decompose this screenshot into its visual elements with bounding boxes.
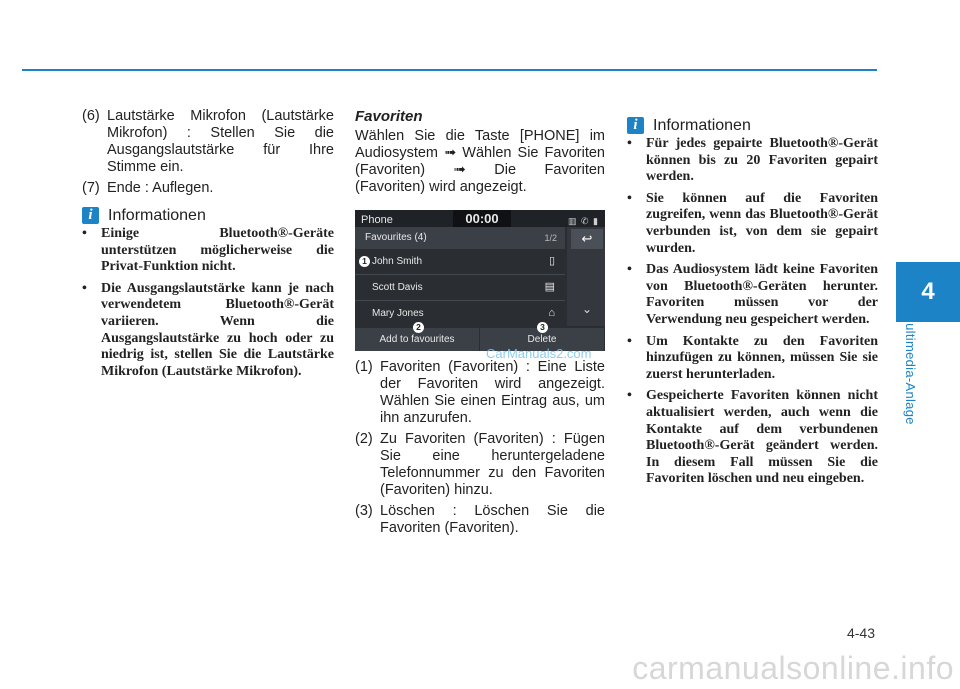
list-item [355,431,605,499]
watermark: carmanualsonline.info [632,650,954,686]
list-item [82,108,334,176]
contact-name: John Smith [372,256,423,267]
section-intro: Wählen Sie die Taste [PHONE] im Audiosystem ➟ Wählen Sie Favoriten (Favoriten) ➟ Die Favoriten (Favoriten) wird angezeigt. [355,128,605,195]
item-number: (6) [82,108,100,124]
info-heading [82,207,334,224]
list-header [355,227,565,249]
column-3 [627,117,878,493]
bullet-item: • Um Kontakte zu den Favoriten hinzufügen zu können, müssen Sie sie zuerst herunterladen. [627,334,878,384]
delete-button[interactable]: Delete [480,328,605,351]
item-text: Zu Favoriten (Favoriten) : Fügen Sie eine heruntergeladene Telefonnummer zu den Favoriten (Favoriten) hinzu. [380,431,605,498]
bullet-item: • Gespeicherte Favoriten können nicht aktualisiert werden, auch wenn die Kontakte auf dem verbundenen Bluetooth®-Gerät geändert werden. In diesem Fall müssen Sie die Favoriten löschen und neu eingeben. [627,388,878,488]
info-heading [627,117,878,134]
info-bullets [82,226,334,380]
item-text: Ende : Auflegen. [107,180,214,196]
top-rule [22,69,877,71]
status-icons: ▥ ✆ ▮ [568,216,599,226]
list-item [82,180,334,197]
item-text: Lautstärke Mikrofon (Lautstärke Mikrofon) : Stellen Sie die Ausgangslautstärke für Ihre Stimme ein. [107,108,334,175]
info-icon: i [82,207,99,224]
info-icon: i [627,117,644,134]
screen-side-panel [567,227,605,326]
add-to-favourites-button[interactable]: Add to favourites [355,328,480,351]
favourite-row[interactable] [355,275,565,301]
inset-watermark: CarManuals2.com [486,346,592,361]
info-title: Informationen [653,117,751,134]
contact-name: Mary Jones [372,308,424,319]
item-number: (1) [355,359,373,375]
callout-1: 1 [359,256,370,267]
chevron-down-icon[interactable]: ⌄ [581,302,593,316]
favourite-row[interactable] [355,301,565,326]
bullet-item: • Einige Bluetooth®-Geräte unterstützen möglicherweise die Privat-Funktion nicht. [82,226,334,276]
bullet-item: • Für jedes gepairte Bluetooth®-Gerät können bis zu 20 Favoriten gepairt werden. [627,136,878,186]
item-text: Favoriten (Favoriten) : Eine Liste der Favoriten wird angezeigt. Wählen Sie einen Eintrag aus, um ihn anzurufen. [380,359,605,426]
home-icon: ⌂ [548,307,555,319]
page-indicator: 1/2 [544,233,557,243]
callout-3: 3 [537,322,548,333]
bullet-item: • Sie können auf die Favoriten zugreifen, wenn das Bluetooth®-Gerät verbunden ist, von dem sie gepairt wurden. [627,191,878,257]
screen-top-bar [355,210,605,227]
phone-type-icon: ▤ [544,281,555,293]
info-title: Informationen [108,207,206,224]
favourites-list [355,227,565,326]
contact-name: Scott Davis [372,282,423,293]
column-1 [82,108,334,385]
list-item [355,503,605,537]
favourite-row[interactable] [355,249,565,275]
list-item [355,359,605,427]
callout-2: 2 [413,322,424,333]
phone-screen-image [355,210,605,351]
info-bullets [627,136,878,488]
chapter-number: 4 [921,278,935,305]
screen-clock: 00:00 [453,210,511,227]
chapter-title-text: Multimedia-Anlage [903,312,918,425]
item-number: (3) [355,503,373,519]
bullet-item: • Die Ausgangslautstärke kann je nach verwendetem Bluetooth®-Gerät variieren. Wenn die Ausgangslautstärke zu hoch oder zu niedrig ist, stellen Sie die Lautstärke Mikrofon (Lautstärke Mikrofon). [82,281,334,381]
bullet-item: • Das Audiosystem lädt keine Favoriten von Bluetooth®-Geräten herunter. Favoriten müssen vor der Verwendung neu gespeichert werden. [627,262,878,328]
column-2 [355,108,605,541]
item-text: Löschen : Löschen Sie die Favoriten (Favoriten). [380,503,605,536]
section-title: Favoriten [355,108,423,125]
back-button[interactable]: ↩ [571,229,603,249]
list-header-label: Favourites (4) [365,232,427,243]
item-number: (7) [82,180,100,196]
item-number: (2) [355,431,373,447]
page-number: 4-43 [846,625,875,641]
screen-title: Phone [361,214,393,226]
phone-type-icon: ▯ [548,255,555,267]
